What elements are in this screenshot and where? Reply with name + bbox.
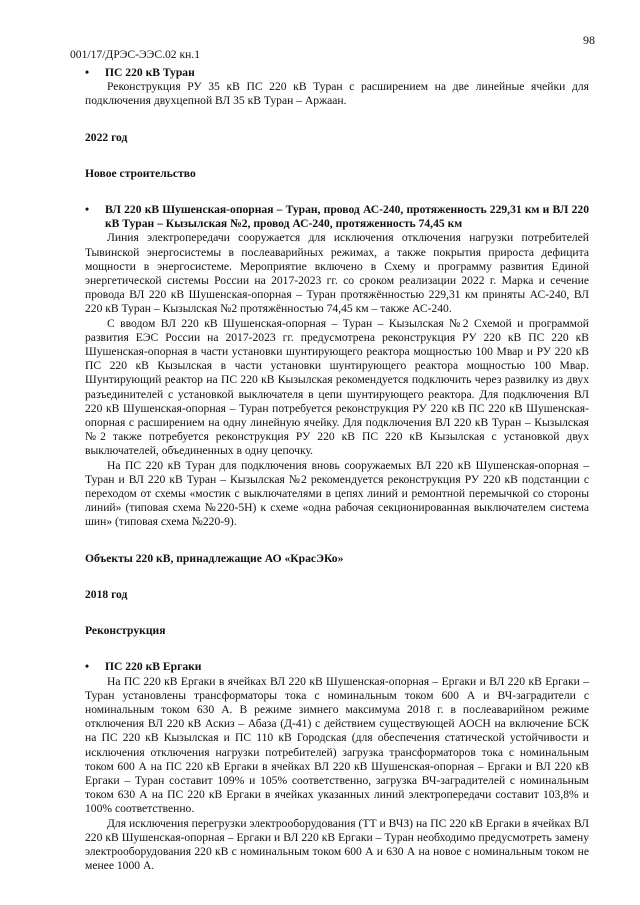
document-id: 001/17/ДРЭС-ЭЭС.02 кн.1 <box>70 48 200 61</box>
heading-new-construction: Новое строительство <box>85 166 196 180</box>
paragraph-vl220-purpose: Линия электропередачи сооружается для исключения отключения нагрузки потребителей Тывинской энергосистемы в послеаварийных режимах, а также покрытия прироста дефицита мощности в энергосистеме. Мероприятие включено в Схему и программу развития Единой энергетической системы России на 2017-2023 гг. со сроком реализации 2022 г. Марка и сечение провода ВЛ 220 кВ Шушенская-опорная – Туран протяжённостью 229,31 км приняты АС-240, ВЛ 220 кВ Туран – Кызылская №2 протяжённостью 74,45 км – также АС-240. <box>85 231 589 316</box>
paragraph-vl220-turan-scheme: На ПС 220 кВ Туран для подключения вновь сооружаемых ВЛ 220 кВ Шушенская-опорная – Туран и ВЛ 220 кВ Туран – Кызылская №2 рекомендуется реконструкция РУ 220 кВ подстанции с переходом от схемы «мостик с выключателями в цепях линий и ремонтной перемычкой со стороны линий» (типовая схема №220-5Н) к схеме «одна рабочая секционированная выключателем система шин» (типовая схема №220-9). <box>85 458 589 529</box>
heading-objects-kraseko: Объекты 220 кВ, принадлежащие АО «КрасЭКо» <box>85 551 344 565</box>
heading-reconstruction: Реконструкция <box>85 624 166 638</box>
section-title-vl220: • ВЛ 220 кВ Шушенская-опорная – Туран, провод АС-240, протяженность 229,31 км и ВЛ 220 кВ Туран – Кызылская №2, провод АС-240, протяженность 74,45 км <box>85 203 589 231</box>
heading-year-2022: 2022 год <box>85 130 128 144</box>
heading-year-2018: 2018 год <box>85 587 128 601</box>
paragraph-ergaki-replacement: Для исключения перегрузки электрооборудования (ТТ и ВЧЗ) на ПС 220 кВ Ергаки в ячейках ВЛ 220 кВ Шушенская-опорная – Ергаки и ВЛ 220 кВ Ергаки – Туран необходимо предусмотреть замену электрооборудования 220 кВ с номинальным током 600 А и 630 А на новое с номинальным током не менее 1000 А. <box>85 816 589 873</box>
paragraph-vl220-reactors: С вводом ВЛ 220 кВ Шушенская-опорная – Туран – Кызылская №2 Схемой и программой развития ЕЭС России на 2017-2023 гг. предусмотрена реконструкция РУ 220 кВ ПС 220 кВ Шушенская-опорная в части установки шунтирующего реактора мощностью 100 Мвар и РУ 220 кВ ПС 220 кВ Кызылская в части установки шунтирующего реактора мощностью 100 Мвар. Шунтирующий реактор на ПС 220 кВ Кызылская рекомендуется подключить через развилку из двух разъединителей с установкой выключателя в цепи шунтирующего реактора. Для подключения ВЛ 220 кВ Шушенская-опорная – Туран потребуется реконструкция РУ 220 кВ ПС 220 кВ Шушенская-опорная с расширением на одну линейную ячейку. Для подключения ВЛ 220 кВ Туран – Кызылская №2 также потребуется реконструкция РУ 220 кВ ПС 220 кВ Кызылская с установкой двух выключателей, объединенных в одну цепочку. <box>85 316 589 458</box>
document-body <box>85 66 589 873</box>
page-number: 98 <box>583 33 595 47</box>
paragraph-turan-reconstruction: Реконструкция РУ 35 кВ ПС 220 кВ Туран с расширением на две линейные ячейки для подключения двухцепной ВЛ 35 кВ Туран – Аржаан. <box>85 80 589 108</box>
paragraph-ergaki-overload: На ПС 220 кВ Ергаки в ячейках ВЛ 220 кВ Шушенская-опорная – Ергаки и ВЛ 220 кВ Ергаки – Туран установлены трансформаторы тока с номинальным током 600 А и ВЧ-заградители с номинальным током 630 А. В режиме зимнего максимума 2018 г. в послеаварийном режиме отключения ВЛ 220 кВ Аскиз – Абаза (Д-41) с действием существующей АОСН на включение БСК на ПС 220 кВ Кызылская и ПС 110 кВ Городская (для обеспечения статической устойчивости и исключения отключения нагрузки потребителей) загрузка трансформаторов тока с номинальным током 600 А на ПС 220 кВ Ергаки в ячейках ВЛ 220 кВ Шушенская-опорная – Ергаки и ВЛ 220 кВ Ергаки – Туран составит 109% и 105% соответственно, загрузка ВЧ-заградителей с номинальным током 630 А на ПС 220 кВ Ергаки в ячейках указанных линий электропередачи составит 103,8% и 100% соответственно. <box>85 674 589 816</box>
section-title-turan: • ПС 220 кВ Туран <box>85 66 589 80</box>
section-title-ergaki: • ПС 220 кВ Ергаки <box>85 660 589 674</box>
